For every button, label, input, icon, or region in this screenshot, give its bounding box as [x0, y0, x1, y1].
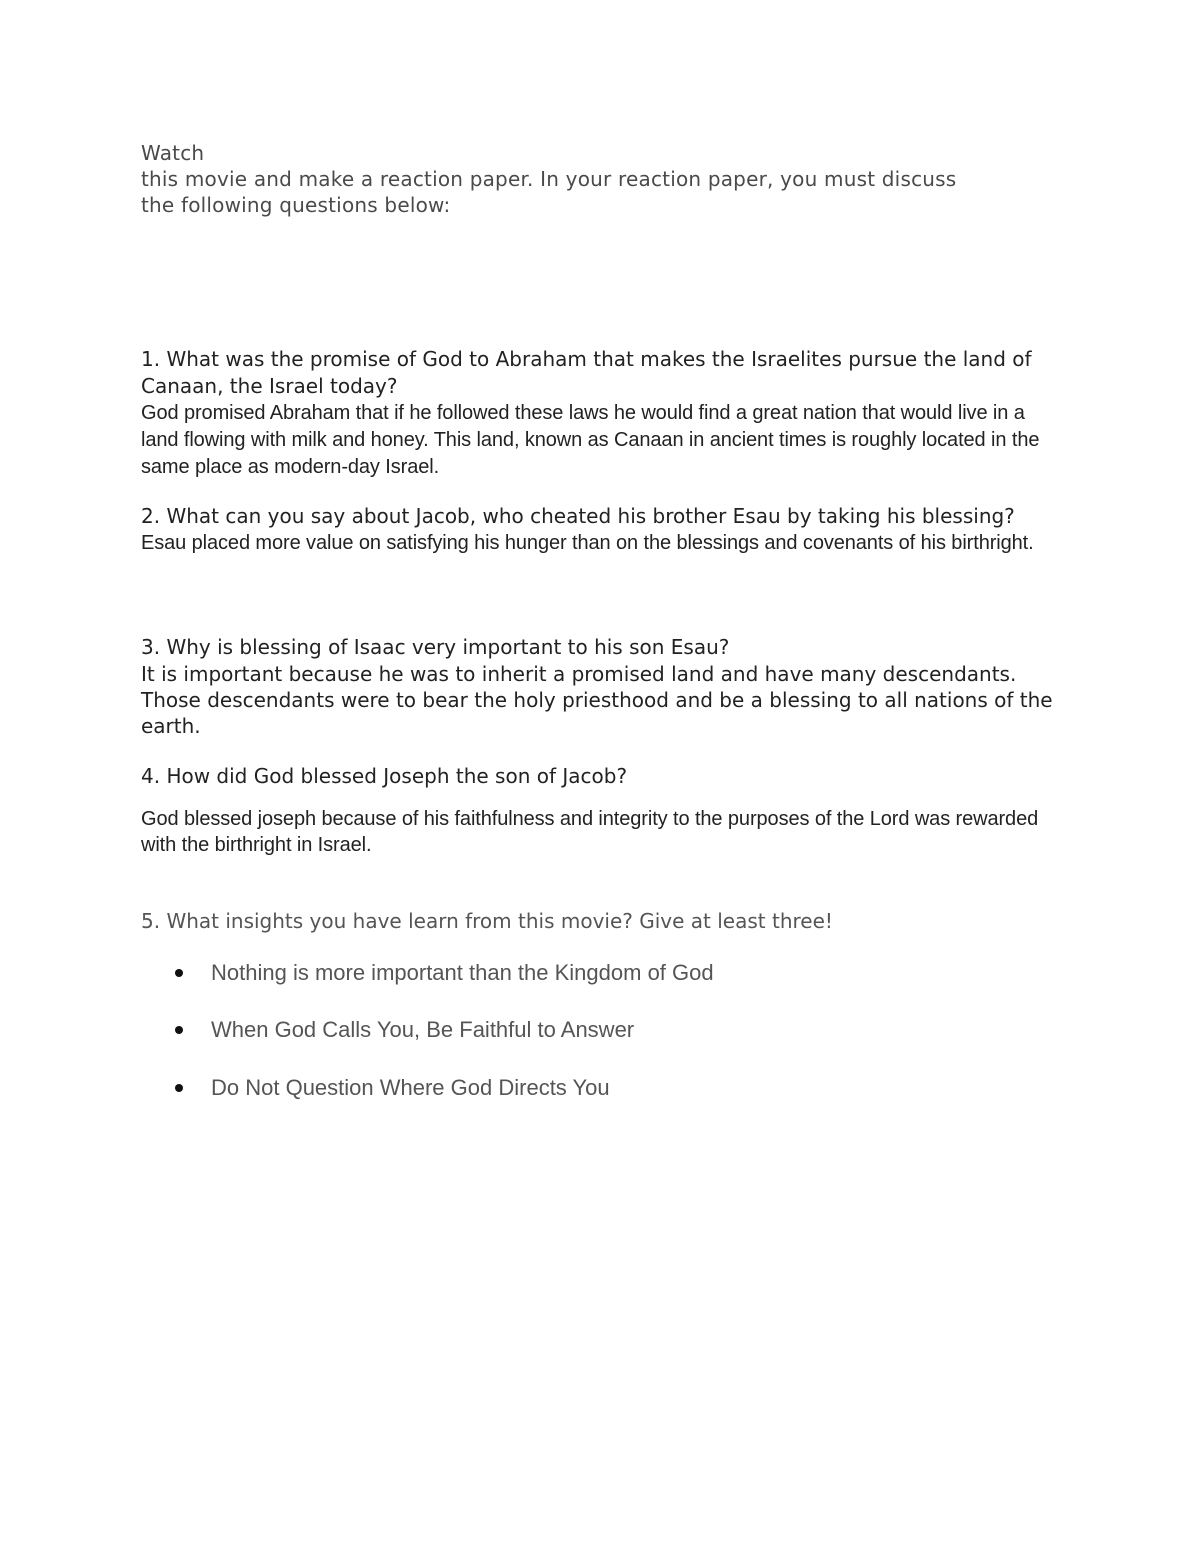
question-block-4 — [141, 763, 1061, 790]
question-5: 5. What insights you have learn from this movie? Give at least three! — [141, 909, 833, 933]
bullet-icon — [175, 1026, 183, 1034]
answer-3: It is important because he was to inherit a promised land and have many descendants. Those descendants were to bear the holy priesthood and be a blessing to all nations of the earth. — [141, 662, 1053, 738]
question-3: 3. Why is blessing of Isaac very important to his son Esau? — [141, 635, 730, 659]
question-block-1 — [141, 346, 1061, 481]
intro-line-1: Watch — [141, 141, 205, 165]
insight-text-1: Nothing is more important than the Kingdom of God — [211, 960, 714, 985]
answer-4: God blessed joseph because of his faithfulness and integrity to the purposes of the Lord was rewarded with the birthright in Israel. — [141, 808, 1039, 856]
question-block-3 — [141, 634, 1061, 739]
question-1: 1. What was the promise of God to Abraham that makes the Israelites pursue the land of Canaan, the Israel today? — [141, 347, 1032, 398]
list-item — [175, 1015, 975, 1045]
question-4: 4. How did God blessed Joseph the son of Jacob? — [141, 764, 628, 788]
answer-2: Esau placed more value on satisfying his hunger than on the blessings and covenants of his birthright. — [141, 532, 1034, 554]
intro-line-2: this movie and make a reaction paper. In your reaction paper, you must discuss — [141, 167, 957, 191]
bullet-icon — [175, 1084, 183, 1092]
list-item — [175, 1073, 975, 1103]
question-2: 2. What can you say about Jacob, who cheated his brother Esau by taking his blessing? — [141, 504, 1015, 528]
question-block-2 — [141, 503, 1061, 557]
answer-block-4 — [141, 806, 1061, 858]
intro-line-3: the following questions below: — [141, 193, 451, 217]
list-item — [175, 958, 975, 988]
bullet-icon — [175, 969, 183, 977]
insight-text-2: When God Calls You, Be Faithful to Answer — [211, 1017, 635, 1042]
answer-1: God promised Abraham that if he followed these laws he would find a great nation that would live in a land flowing with milk and honey. This land, known as Canaan in ancient times is roughly located in the same place as modern-day Israel. — [141, 402, 1040, 478]
intro-text — [141, 140, 1061, 218]
insight-text-3: Do Not Question Where God Directs You — [211, 1075, 610, 1100]
question-block-5 — [141, 908, 1061, 935]
